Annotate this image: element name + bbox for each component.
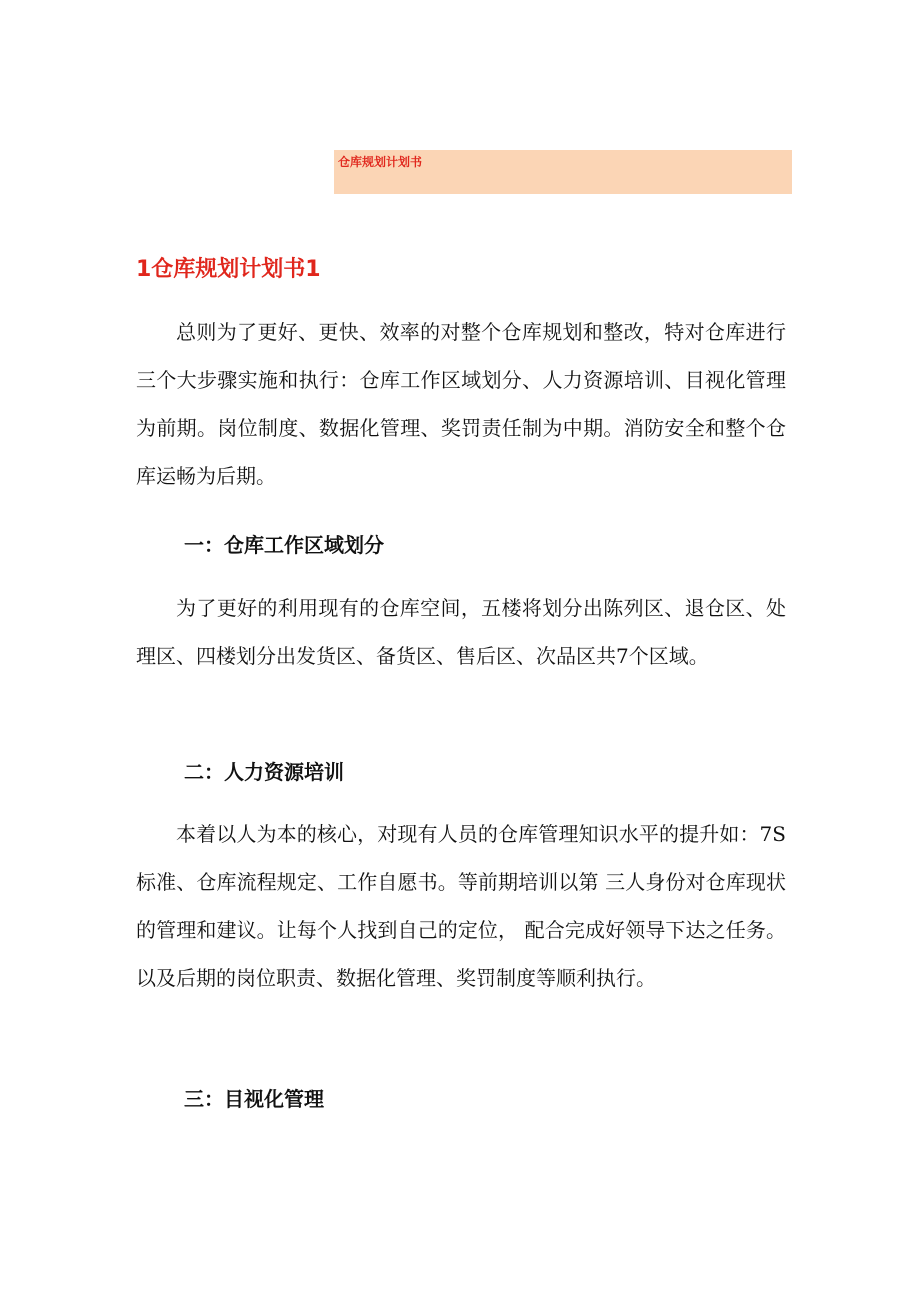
document-title: 1仓库规划计划书1 — [136, 257, 321, 282]
section-heading-1: 一：仓库工作区域划分 — [184, 533, 384, 557]
section-body-2: 本着以人为本的核心，对现有人员的仓库管理知识水平的提升如：7S标准、仓库流程规定、工作自愿书。等前期培训以第 三人身份对仓库现状的管理和建议。让每个人找到自己的定位， 配合完成好领导下达之任务。以及后期的岗位职责、数据化管理、奖罚制度等顺利执行。 — [136, 822, 786, 990]
section-heading-3: 三：目视化管理 — [184, 1087, 324, 1111]
intro-paragraph: 总则为了更好、更快、效率的对整个仓库规划和整改，特对仓库进行三个大步骤实施和执行：仓库工作区域划分、人力资源培训、目视化管理为前期。岗位制度、数据化管理、奖罚责任制为中期。消防安全和整个仓库运畅为后期。 — [136, 320, 786, 488]
section-heading-2: 二：人力资源培训 — [184, 760, 344, 784]
section-body-1: 为了更好的利用现有的仓库空间，五楼将划分出陈列区、退仓区、处理区、四楼划分出发货区、备货区、售后区、次品区共7个区域。 — [136, 596, 786, 668]
header-banner-text: 仓库规划计划书 — [338, 155, 423, 169]
header-banner — [334, 150, 792, 194]
